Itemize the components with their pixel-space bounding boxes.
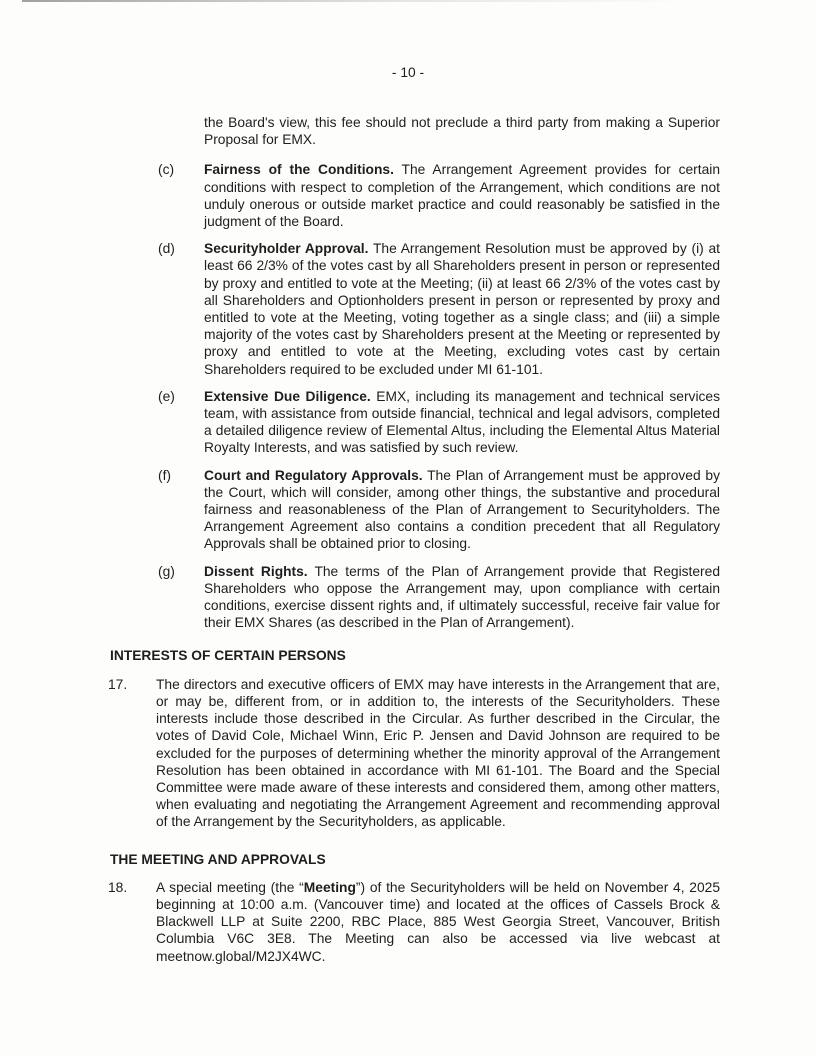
- item-text-e: [204, 388, 720, 457]
- item-body-18-post: ”) of the Securityholders will be held on November 4, 2025 beginning at 10:00 a.m. (Vancouver time) and located at the offices of Cassels Brock & Blackwell LLP at Suite 2200, RBC Place, 885 West Georgia Street, Vancouver, British Columbia V6C 3E8. The Meeting can also be accessed via live webcast at meetnow.global/M2JX4WC.: [156, 879, 720, 964]
- continuation-paragraph: the Board's view, this fee should not preclude a third party from making a Superior Proposal for EMX.: [204, 115, 720, 148]
- scan-edge-artifact: [22, 0, 686, 2]
- item-body-18-pre: A special meeting (the “: [156, 879, 304, 895]
- item-body-d: The Arrangement Resolution must be approved by (i) at least 66 2/3% of the votes cast by all Shareholders present in person or represented by proxy and entitled to vote at the Meeting; (ii) at least 66 2/3% of the votes cast by all Shareholders and Optionholders present in person or represented by proxy and entitled to vote at the Meeting, voting together as a single class; and (iii) a simple majority of the votes cast by Shareholders present at the Meeting or represented by proxy and entitled to vote at the Meeting, excluding votes cast by certain Shareholders required to be excluded under MI 61-101.: [204, 241, 720, 377]
- numbered-item-18: [108, 879, 720, 965]
- list-item-d: [158, 240, 720, 378]
- item-number-18: 18.: [108, 879, 128, 895]
- page-number: - 10 -: [391, 65, 425, 80]
- meeting-defined-term: Meeting: [303, 879, 356, 895]
- item-body-f: The Plan of Arrangement must be approved by the Court, which will consider, among other things, the substantive and procedural fairness and reasonableness of the Plan of Arrangement to Securityholders. The Arrangement Agreement also contains a condition precedent that all Regulatory Approvals shall be obtained prior to closing.: [204, 467, 720, 552]
- numbered-item-17: [108, 676, 720, 831]
- item-text-f: [204, 467, 720, 553]
- list-item-e: [158, 388, 720, 457]
- item-marker-f: (f): [158, 467, 172, 483]
- item-marker-g: (g): [158, 563, 175, 579]
- item-number-17: 17.: [108, 676, 128, 692]
- section-heading-interests: INTERESTS OF CERTAIN PERSONS: [110, 648, 346, 664]
- item-marker-d: (d): [158, 241, 175, 257]
- list-item-c: [158, 161, 720, 230]
- item-body-c: The Arrangement Agreement provides for certain conditions with respect to completion of the Arrangement, which conditions are not unduly onerous or outside market practice and could reasonably be satisfied in the judgment of the Board.: [204, 162, 720, 230]
- item-title-e: Extensive Due Diligence.: [204, 388, 371, 404]
- item-title-c: Fairness of the Conditions.: [204, 162, 394, 178]
- item-text-g: [204, 563, 720, 632]
- list-item-f: [158, 467, 720, 553]
- item-text-17: The directors and executive officers of EMX may have interests in the Arrangement that are, or may be, different from, or in addition to, the interests of the Securityholders. These interests include those described in the Circular. As further described in the Circular, the votes of David Cole, Michael Winn, Eric P. Jensen and David Johnson are required to be excluded for the purposes of determining whether the minority approval of the Arrangement Resolution has been obtained in accordance with MI 61-101. The Board and the Special Committee were made aware of these interests and considered them, among other matters, when evaluating and negotiating the Arrangement Agreement and recommending approval of the Arrangement by the Securityholders, as applicable.: [156, 676, 720, 830]
- item-body-g: The terms of the Plan of Arrangement provide that Registered Shareholders who oppose the Arrangement may, upon compliance with certain conditions, exercise dissent rights and, if ultimately successful, receive fair value for their EMX Shares (as described in the Plan of Arrangement).: [204, 563, 720, 631]
- item-text-c: [204, 161, 720, 230]
- item-title-f: Court and Regulatory Approvals.: [204, 467, 423, 483]
- item-text-d: [204, 240, 720, 378]
- page-content: [0, 114, 816, 977]
- list-item-g: [158, 563, 720, 632]
- item-body-e: EMX, including its management and technical services team, with assistance from outside financial, technical and legal advisors, completed a detailed diligence review of Elemental Altus, including the Elemental Altus Material Royalty Interests, and was satisfied by such review.: [204, 388, 720, 456]
- item-marker-c: (c): [158, 162, 175, 178]
- item-title-g: Dissent Rights.: [204, 563, 308, 579]
- item-text-18: [156, 879, 720, 965]
- item-title-d: Securityholder Approval.: [204, 241, 369, 257]
- item-marker-e: (e): [158, 388, 175, 404]
- section-heading-meeting: THE MEETING AND APPROVALS: [110, 851, 326, 867]
